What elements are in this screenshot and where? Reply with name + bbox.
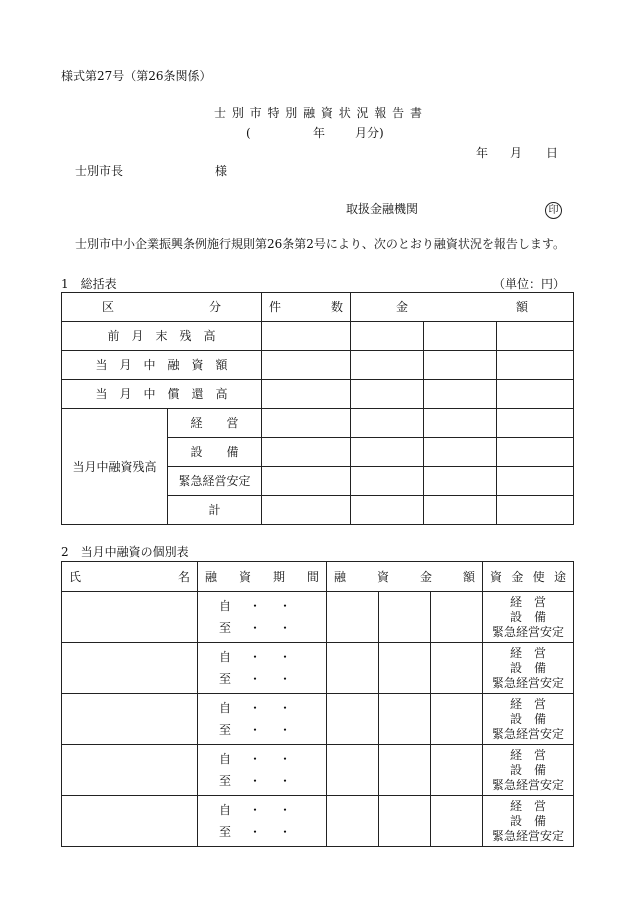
period-cell: 自 ・ ・ 至 ・ ・	[198, 592, 327, 643]
period-cell: 自 ・ ・ 至 ・ ・	[198, 796, 327, 847]
form-number: 様式第27号（第26条関係）	[61, 69, 212, 83]
summary-row: 計	[62, 496, 574, 525]
amount-cell	[379, 592, 431, 643]
amount-cell	[379, 694, 431, 745]
use-cell: 経 営 設 備 緊急経営安定	[483, 796, 574, 847]
detail-header-row: 氏 名 融 資 期 間 融 資 金 額 資 金 使 途	[62, 562, 574, 592]
detail-table	[61, 561, 574, 847]
addressee: 士別市長	[75, 164, 124, 178]
use-cell: 経 営 設 備 緊急経営安定	[483, 592, 574, 643]
use-cell: 経 営 設 備 緊急経営安定	[483, 745, 574, 796]
date-day-label: 日	[546, 146, 559, 160]
amount-cell	[431, 643, 483, 694]
name-cell	[62, 592, 198, 643]
intro-text: 士別市中小企業振興条例施行規則第26条第2号により、次のとおり融資状況を報告します。	[75, 237, 565, 251]
amount-cell	[431, 592, 483, 643]
period-month-label: 月分)	[355, 126, 384, 140]
detail-row	[62, 694, 574, 745]
detail-section-title: 2 当月中融資の個別表	[61, 545, 189, 559]
amount-cell	[327, 694, 379, 745]
amount-cell	[327, 643, 379, 694]
summary-table	[61, 292, 574, 525]
name-cell	[62, 745, 198, 796]
amount-cell	[379, 745, 431, 796]
period-year-label: 年	[313, 126, 326, 140]
honorific: 様	[215, 164, 228, 178]
detail-row	[62, 796, 574, 847]
name-cell	[62, 796, 198, 847]
use-cell: 経 営 設 備 緊急経営安定	[483, 643, 574, 694]
amount-cell	[379, 643, 431, 694]
detail-row	[62, 592, 574, 643]
period-cell: 自 ・ ・ 至 ・ ・	[198, 745, 327, 796]
amount-cell	[327, 796, 379, 847]
amount-cell	[431, 796, 483, 847]
period-cell: 自 ・ ・ 至 ・ ・	[198, 643, 327, 694]
summary-row: 前 月 末 残 高	[62, 322, 574, 351]
detail-row	[62, 745, 574, 796]
period-cell: 自 ・ ・ 至 ・ ・	[198, 694, 327, 745]
institution-label: 取扱金融機関	[346, 202, 419, 216]
seal-mark: 印	[545, 202, 562, 219]
summary-row: 緊急経営安定	[62, 467, 574, 496]
summary-row: 当 月 中 償 還 高	[62, 380, 574, 409]
name-cell	[62, 694, 198, 745]
balance-label: 当月中融資残高	[62, 409, 168, 525]
date-month-label: 月	[510, 146, 523, 160]
unit-label: （単位：円）	[493, 277, 566, 291]
date-year-label: 年	[476, 146, 489, 160]
amount-cell	[327, 745, 379, 796]
amount-cell	[431, 745, 483, 796]
summary-section-title: 1 総括表	[61, 277, 117, 291]
use-cell: 経 営 設 備 緊急経営安定	[483, 694, 574, 745]
detail-row	[62, 643, 574, 694]
summary-row: 設 備	[62, 438, 574, 467]
summary-row: 当月中融資残高 経 営	[62, 409, 574, 438]
summary-header-row: 区 分 件 数 金 額	[62, 293, 574, 322]
period-open: (	[246, 126, 251, 140]
amount-cell	[379, 796, 431, 847]
document-title: 士 別 市 特 別 融 資 状 況 報 告 書	[214, 106, 423, 120]
amount-cell	[327, 592, 379, 643]
amount-cell	[431, 694, 483, 745]
name-cell	[62, 643, 198, 694]
summary-row: 当 月 中 融 資 額	[62, 351, 574, 380]
